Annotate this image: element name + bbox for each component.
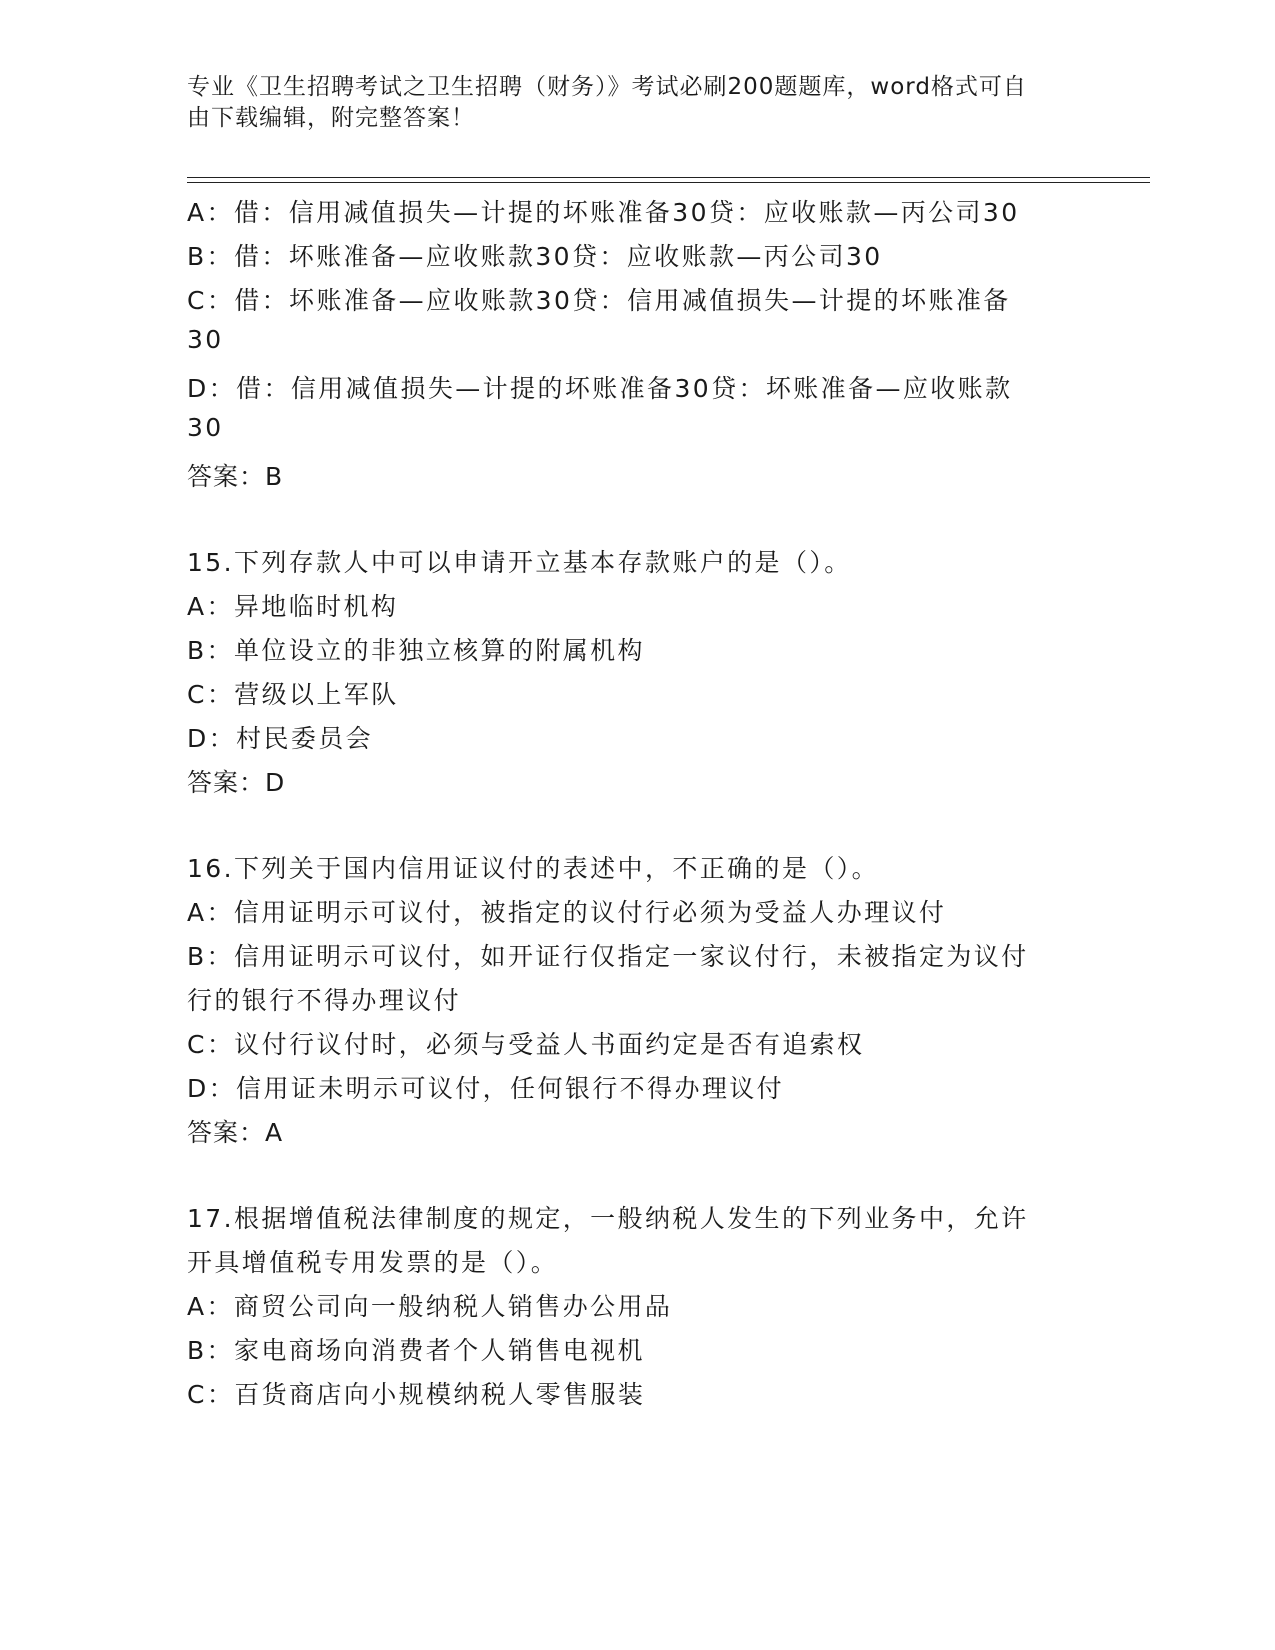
q16-option-d: D：信用证未明示可议付，任何银行不得办理议付 xyxy=(187,1074,785,1103)
q14-option-d-line-1: D：借：信用减值损失—计提的坏账准备30贷：坏账准备—应收账款 xyxy=(187,374,1013,403)
q15-option-c: C：营级以上军队 xyxy=(187,680,399,709)
q17-option-b: B：家电商场向消费者个人销售电视机 xyxy=(187,1336,645,1365)
q14-option-c-line-1: C：借：坏账准备—应收账款30贷：信用减值损失—计提的坏账准备 xyxy=(187,286,1011,315)
q15-option-a: A：异地临时机构 xyxy=(187,592,399,621)
q15-option-b: B：单位设立的非独立核算的附属机构 xyxy=(187,636,645,665)
q15-option-d: D：村民委员会 xyxy=(187,724,374,753)
q15-question: 15.下列存款人中可以申请开立基本存款账户的是（）。 xyxy=(187,548,852,577)
q17-question-line-1: 17.根据增值税法律制度的规定，一般纳税人发生的下列业务中，允许 xyxy=(187,1204,1029,1233)
header-line-1: 专业《卫生招聘考试之卫生招聘（财务）》考试必刷200题题库，word格式可自 xyxy=(187,74,1027,100)
document-header xyxy=(187,72,1067,134)
q17-question-line-2: 开具增值税专用发票的是（）。 xyxy=(187,1248,559,1277)
q16-question: 16.下列关于国内信用证议付的表述中，不正确的是（）。 xyxy=(187,854,880,883)
q14-option-a: A：借：信用减值损失—计提的坏账准备30贷：应收账款—丙公司30 xyxy=(187,198,1020,227)
header-line-2: 由下载编辑，附完整答案！ xyxy=(187,105,475,131)
q16-option-b-line-1: B：信用证明示可议付，如开证行仅指定一家议付行，未被指定为议付 xyxy=(187,942,1029,971)
q17-option-c: C：百货商店向小规模纳税人零售服装 xyxy=(187,1380,646,1409)
q15-answer: 答案：D xyxy=(187,768,286,797)
q14-option-d-line-2: 30 xyxy=(187,413,224,442)
header-divider-top xyxy=(187,177,1150,178)
q14-option-b: B：借：坏账准备—应收账款30贷：应收账款—丙公司30 xyxy=(187,242,883,271)
header-divider-bottom xyxy=(187,182,1150,183)
q17-option-a: A：商贸公司向一般纳税人销售办公用品 xyxy=(187,1292,673,1321)
q16-option-c: C：议付行议付时，必须与受益人书面约定是否有追索权 xyxy=(187,1030,865,1059)
q16-option-b-line-2: 行的银行不得办理议付 xyxy=(187,986,462,1015)
q16-answer: 答案：A xyxy=(187,1118,284,1147)
q14-answer: 答案：B xyxy=(187,462,284,491)
q14-option-c-line-2: 30 xyxy=(187,325,224,354)
q16-option-a: A：信用证明示可议付，被指定的议付行必须为受益人办理议付 xyxy=(187,898,947,927)
